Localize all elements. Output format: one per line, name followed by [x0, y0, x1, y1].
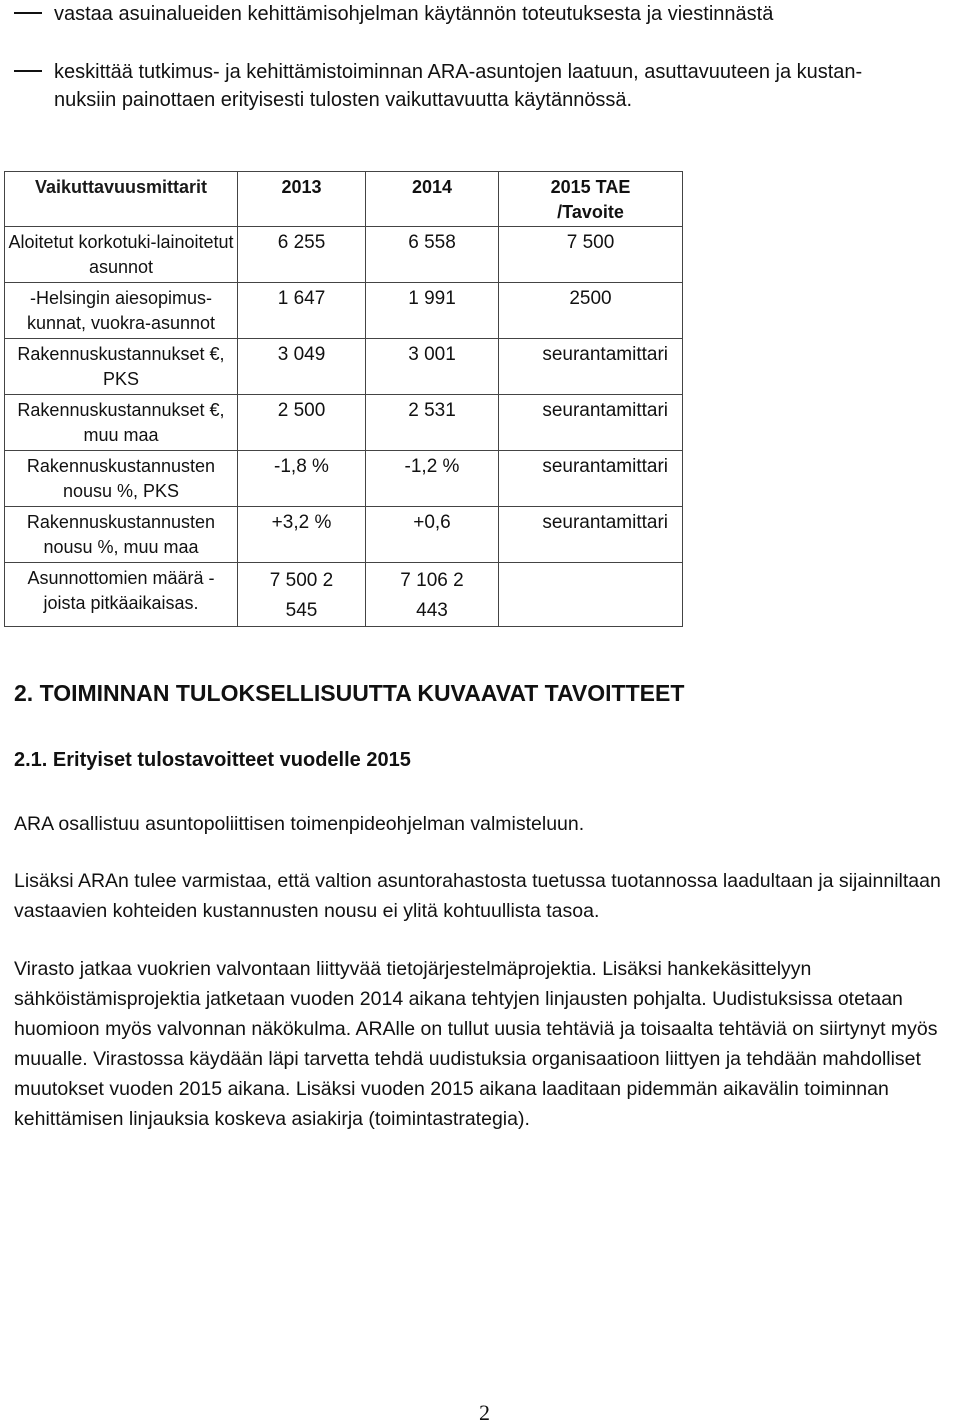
- cell-2014: 6 558: [366, 227, 499, 283]
- header-2015: 2015 TAE /Tavoite: [499, 172, 683, 227]
- cell-2013: 1 647: [238, 283, 366, 339]
- table-row: [5, 227, 683, 283]
- row-label: Aloitetut korkotuki-lainoitetut asunnot: [5, 227, 238, 283]
- header-2014: 2014: [366, 172, 499, 227]
- metrics-table: [4, 171, 683, 627]
- row-label: -Helsingin aiesopimus-kunnat, vuokra-asunnot: [5, 283, 238, 339]
- cell-2014: 7 106 2 443: [366, 563, 499, 627]
- table-row: [5, 563, 683, 627]
- row-label: Rakennuskustannusten nousu %, muu maa: [5, 507, 238, 563]
- cell-2015: 2500: [499, 283, 683, 339]
- bullet-text: vastaa asuinalueiden kehittämisohjelman käytännön toteutuksesta ja viestinnästä: [54, 3, 774, 25]
- bullet-text: keskittää tutkimus- ja kehittämistoiminnan ARA-asuntojen laatuun, asuttavuuteen ja kustan-: [54, 61, 863, 83]
- row-label: Rakennuskustannukset €, muu maa: [5, 395, 238, 451]
- cell-2014: -1,2 %: [366, 451, 499, 507]
- table-row: [5, 451, 683, 507]
- bullet-item: [14, 0, 773, 28]
- cell-2013: 7 500 2 545: [238, 563, 366, 627]
- dash-bullet-icon: [14, 12, 42, 14]
- cell-2013: 2 500: [238, 395, 366, 451]
- table-row: [5, 507, 683, 563]
- cell-2015: 7 500: [499, 227, 683, 283]
- table-row: [5, 283, 683, 339]
- table-row: [5, 395, 683, 451]
- cell-2015: seurantamittari: [499, 339, 683, 395]
- cell-2013: 3 049: [238, 339, 366, 395]
- header-2013: 2013: [238, 172, 366, 227]
- cell-2014: +0,6: [366, 507, 499, 563]
- cell-2015: seurantamittari: [499, 451, 683, 507]
- bullet-text-continued: nuksiin painottaen erityisesti tulosten vaikuttavuutta käytännössä.: [54, 89, 633, 111]
- cell-2013: 6 255: [238, 227, 366, 283]
- bullet-item: [14, 58, 862, 114]
- row-label: Rakennuskustannukset €, PKS: [5, 339, 238, 395]
- header-metric: Vaikuttavuusmittarit: [5, 172, 238, 227]
- dash-bullet-icon: [14, 70, 42, 72]
- paragraph: Virasto jatkaa vuokrien valvontaan liittyvää tietojärjestelmäprojektia. Lisäksi hankekäsittelyyn sähköistämisprojektia jatketaan vuoden 2014 aikana tehtyjen linjausten pohjalta. Uudistuksissa otetaan huomioon myös valvonnan näkökulma. ARAlle on tullut uusia tehtäviä ja toisaalta tehtäviä on siirtynyt myös muualle. Virastossa käydään läpi tarvetta tehdä uudistuksia organisaatioon liittyen ja tehdään mahdolliset muutokset vuoden 2015 aikana. Lisäksi vuoden 2015 aikana laaditaan pidemmän aikavälin toiminnan kehittämisen linjauksia koskeva asiakirja (toimintastrategia).: [14, 958, 938, 1130]
- paragraph: ARA osallistuu asuntopoliittisen toimenpideohjelman valmisteluun.: [14, 813, 585, 835]
- row-label: Asunnottomien määrä -joista pitkäaikaisas.: [5, 563, 238, 627]
- cell-2015: seurantamittari: [499, 507, 683, 563]
- paragraph: Lisäksi ARAn tulee varmistaa, että valtion asuntorahastosta tuetussa tuotannossa laadultaan ja sijainniltaan vastaavien kohteiden kustannusten nousu ei ylitä kohtuullista tasoa.: [14, 870, 941, 922]
- cell-2013: +3,2 %: [238, 507, 366, 563]
- cell-2014: 2 531: [366, 395, 499, 451]
- cell-2015: seurantamittari: [499, 395, 683, 451]
- section-heading: 2. TOIMINNAN TULOKSELLISUUTTA KUVAAVAT TAVOITTEET: [14, 680, 685, 706]
- row-label: Rakennuskustannusten nousu %, PKS: [5, 451, 238, 507]
- page-number: 2: [479, 1400, 490, 1425]
- table-header-row: [5, 172, 683, 227]
- cell-2014: 1 991: [366, 283, 499, 339]
- cell-2013: -1,8 %: [238, 451, 366, 507]
- cell-2015: [499, 563, 683, 627]
- table-row: [5, 339, 683, 395]
- subsection-heading: 2.1. Erityiset tulostavoitteet vuodelle 2015: [14, 749, 411, 771]
- cell-2014: 3 001: [366, 339, 499, 395]
